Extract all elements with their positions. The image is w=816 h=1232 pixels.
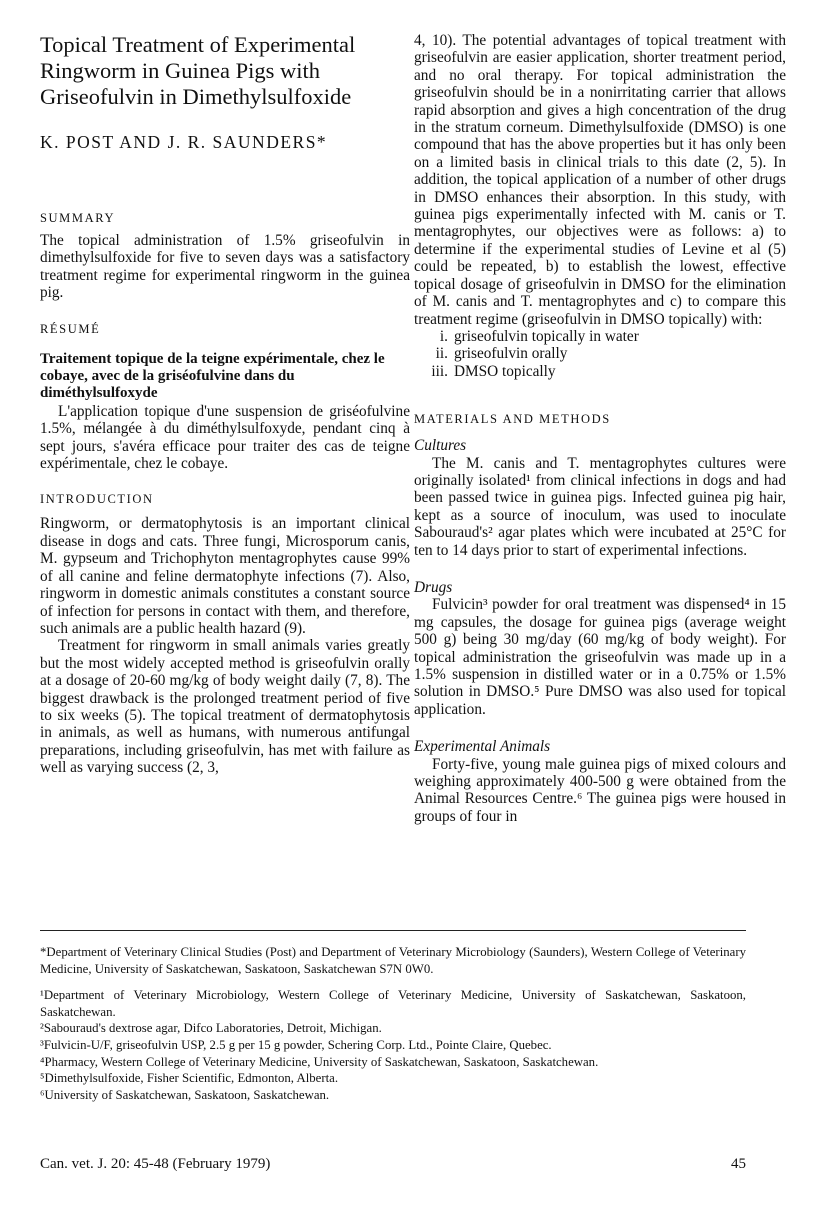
drugs-subheading: Drugs [414, 578, 453, 596]
footnote-divider [40, 930, 746, 931]
list-item: iii. DMSO topically [431, 362, 556, 380]
animals-subheading: Experimental Animals [414, 738, 551, 756]
right-column [414, 32, 786, 825]
footnotes [40, 944, 746, 1103]
footnote-5: ⁵Dimethylsulfoxide, Fisher Scientific, Edmonton, Alberta. [40, 1071, 339, 1086]
list-item: i. griseofulvin topically in water [439, 327, 639, 345]
introduction-paragraph-1: Ringworm, or dermatophytosis is an important clinical disease in dogs and cats. Three fungi, Microsporum canis, M. gypseum and Trichophyton mentagrophytes cause 99% of all canine and feline dermatophyte infections (7). Also, ringworm in domestic animals constitutes a constant source of infection for persons in contact with them, and therefore, such animals are a public health hazard (9). [40, 515, 410, 637]
article-title: Topical Treatment of Experimental Ringworm in Guinea Pigs with Griseofulvin in Dimethylsulfoxide [40, 32, 356, 109]
cultures-text: The M. canis and T. mentagrophytes cultures were originally isolated¹ from clinical infections in dogs and had been passed twice in guinea pigs. Infected guinea pig hair, kept as a source of inoculum, was used to inoculate Sabouraud's² agar plates which were incubated at 25°C for ten to 14 days prior to start of experimental infections. [414, 454, 786, 559]
footnote-6: ⁶University of Saskatchewan, Saskatoon, Saskatchewan. [40, 1087, 330, 1102]
resume-title: Traitement topique de la teigne expérimentale, chez le cobaye, avec de la griséofulvine dans du diméthylsulfoxyde [40, 350, 385, 402]
introduction-heading: INTRODUCTION [40, 492, 154, 507]
list-item: ii. griseofulvin orally [435, 345, 568, 363]
footnote-4: ⁴Pharmacy, Western College of Veterinary Medicine, University of Saskatchewan, Saskatoon, Saskatchewan. [40, 1054, 599, 1069]
objectives-list [414, 328, 786, 380]
methods-heading: MATERIALS AND METHODS [414, 412, 611, 427]
drugs-text: Fulvicin³ powder for oral treatment was dispensed⁴ in 15 mg capsules, the dosage for guinea pigs (average weight 500 g) being 30 mg/day (60 mg/kg of body weight). For topical administration the griseofulvin was made up in a 1.5% suspension in distilled water or in a 0.75% or 1.5% solution in DMSO.⁵ Pure DMSO was also used for topical application. [414, 596, 786, 718]
introduction-paragraph-3: 4, 10). The potential advantages of topical treatment with griseofulvin are easier application, shorter treatment period, and no oral therapy. For topical administration the griseofulvin should be in a nonirritating carrier that allows rapid absorption and gives a high concentration of the drug in the stratum corneum. Dimethylsulfoxide (DMSO) is one compound that has the above properties but it has only been on a limited basis in clinical trials to this date (2, 5). In addition, the topical application of a number of other drugs in DMSO enhances their absorption. In this study, with guinea pigs experimentally infected with M. canis or T. mentagrophytes, our objectives were as follows: a) to determine if the experimental studies of Levine et al (5) could be repeated, b) to establish the lowest, effective topical dosage of griseofulvin in DMSO for the elimination of M. canis and T. mentagrophytes and c) to compare this treatment regime (griseofulvin in DMSO topically) with: [414, 32, 786, 328]
journal-citation: Can. vet. J. 20: 45-48 (February 1979) [40, 1156, 271, 1172]
footnote-2: ²Sabouraud's dextrose agar, Difco Laboratories, Detroit, Michigan. [40, 1021, 382, 1036]
page-number: 45 [731, 1156, 746, 1172]
footnote-1: ¹Department of Veterinary Microbiology, Western College of Veterinary Medicine, University of Saskatchewan, Saskatoon, Saskatchewan. [40, 988, 746, 1019]
resume-heading: RÉSUMÉ [40, 321, 101, 336]
cultures-subheading: Cultures [414, 437, 467, 455]
summary-heading: SUMMARY [40, 211, 116, 225]
summary-text: The topical administration of 1.5% griseofulvin in dimethylsulfoxide for five to seven days was a satisfactory treatment regime for experimental ringworm in the guinea pig. [40, 232, 410, 302]
resume-text: L'application topique d'une suspension de griséofulvine 1.5%, mélangée à du diméthylsulfoxyde, pendant cinq à sept jours, s'avéra efficace pour traiter des cas de teigne expérimentale, chez le cobaye. [40, 402, 410, 473]
affiliation-footnote: *Department of Veterinary Clinical Studies (Post) and Department of Veterinary Microbiology (Saunders), Western College of Veterinary Medicine, University of Saskatchewan, Saskatoon, Saskatchewan S7N 0W0. [40, 945, 746, 976]
animals-text: Forty-five, young male guinea pigs of mixed colours and weighing approximately 400-500 g were obtained from the Animal Resources Centre.⁶ The guinea pigs were housed in groups of four in [414, 755, 786, 825]
introduction-paragraph-2: Treatment for ringworm in small animals varies greatly but the most widely accepted method is griseofulvin orally at a dosage of 20-60 mg/kg of body weight daily (7, 8). The biggest drawback is the prolonged treatment period of five to six weeks (5). The topical treatment of dermatophytosis in animals, as well as humans, with numerous antifungal preparations, including griseofulvin, has met with failure as well as varying success (2, 3, [40, 637, 410, 777]
page-footer [40, 1156, 746, 1173]
left-column [40, 32, 410, 777]
article-authors: K. POST AND J. R. SAUNDERS* [40, 132, 328, 152]
footnote-3: ³Fulvicin-U/F, griseofulvin USP, 2.5 g per 15 g powder, Schering Corp. Ltd., Pointe Claire, Quebec. [40, 1037, 552, 1052]
